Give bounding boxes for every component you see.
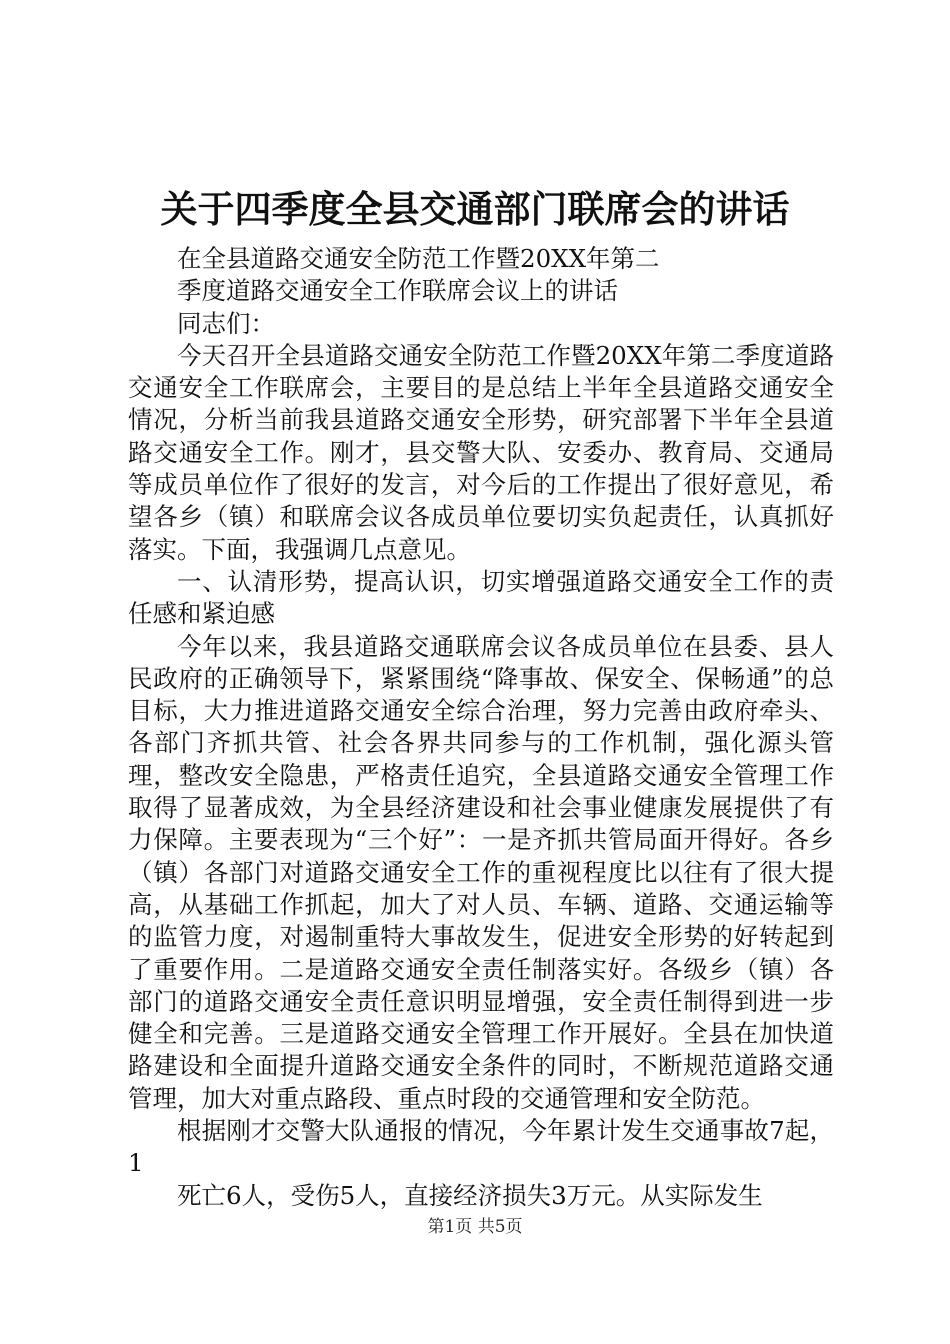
- greeting: 同志们：: [177, 308, 275, 338]
- subtitle-line-2: 季度道路交通安全工作联席会议上的讲话: [177, 276, 618, 306]
- subtitle-line-1: 在全县道路交通安全防范工作暨20XX年第二: [177, 244, 660, 273]
- paragraph-casualties: 死亡6人，受伤5人，直接经济损失3万元。从实际发生: [177, 1180, 763, 1210]
- paragraph-achievements: 今年以来，我县道路交通联席会议各成员单位在县委、县人民政府的正确领导下，紧紧围绕“降事故、保安全、保畅通”的总目标，大力推进道路交通安全综合治理，努力完善由政府牵头、各部门齐抓共管、社会各界共同参与的工作机制，强化源头管理，整改安全隐患，严格责任追究，全县道路交通安全管理工作取得了显著成效，为全县经济建设和社会事业健康发展提供了有力保障。主要表现为“三个好”：一是齐抓共管局面开得好。各乡（镇）各部门对道路交通安全工作的重视程度比以往有了很大提高，从基础工作抓起，加大了对人员、车辆、道路、交通运输等的监管力度，对遏制重特大事故发生，促进安全形势的好转起到了重要作用。二是道路交通安全责任制落实好。各级乡（镇）各部门的道路交通安全责任意识明显增强，安全责任制得到进一步健全和完善。三是道路交通安全管理工作开展好。全县在加快道路建设和全面提升道路交通安全条件的同时，不断规范道路交通管理，加大对重点路段、重点时段的交通管理和安全防范。: [128, 631, 834, 1113]
- document-body: [128, 243, 834, 1212]
- paragraph-intro: 今天召开全县道路交通安全防范工作暨20XX年第二季度道路交通安全工作联席会，主要目的是总结上半年全县道路交通安全情况，分析当前我县道路交通安全形势，研究部署下半年全县道路交通安全工作。刚才，县交警大队、安委办、教育局、交通局等成员单位作了很好的发言，对今后的工作提出了很好意见，希望各乡（镇）和联席会议各成员单位要切实负起责任，认真抓好落实。下面，我强调几点意见。: [128, 340, 834, 564]
- page-number-footer: 第1页 共5页: [427, 1217, 523, 1237]
- document-title: 关于四季度全县交通部门联席会的讲话: [160, 187, 790, 231]
- section-heading-1: 一、认清形势，提高认识，切实增强道路交通安全工作的责任感和紧迫感: [128, 566, 834, 629]
- paragraph-accident-stats: 根据刚才交警大队通报的情况，今年累计发生交通事故7起，1: [128, 1116, 834, 1178]
